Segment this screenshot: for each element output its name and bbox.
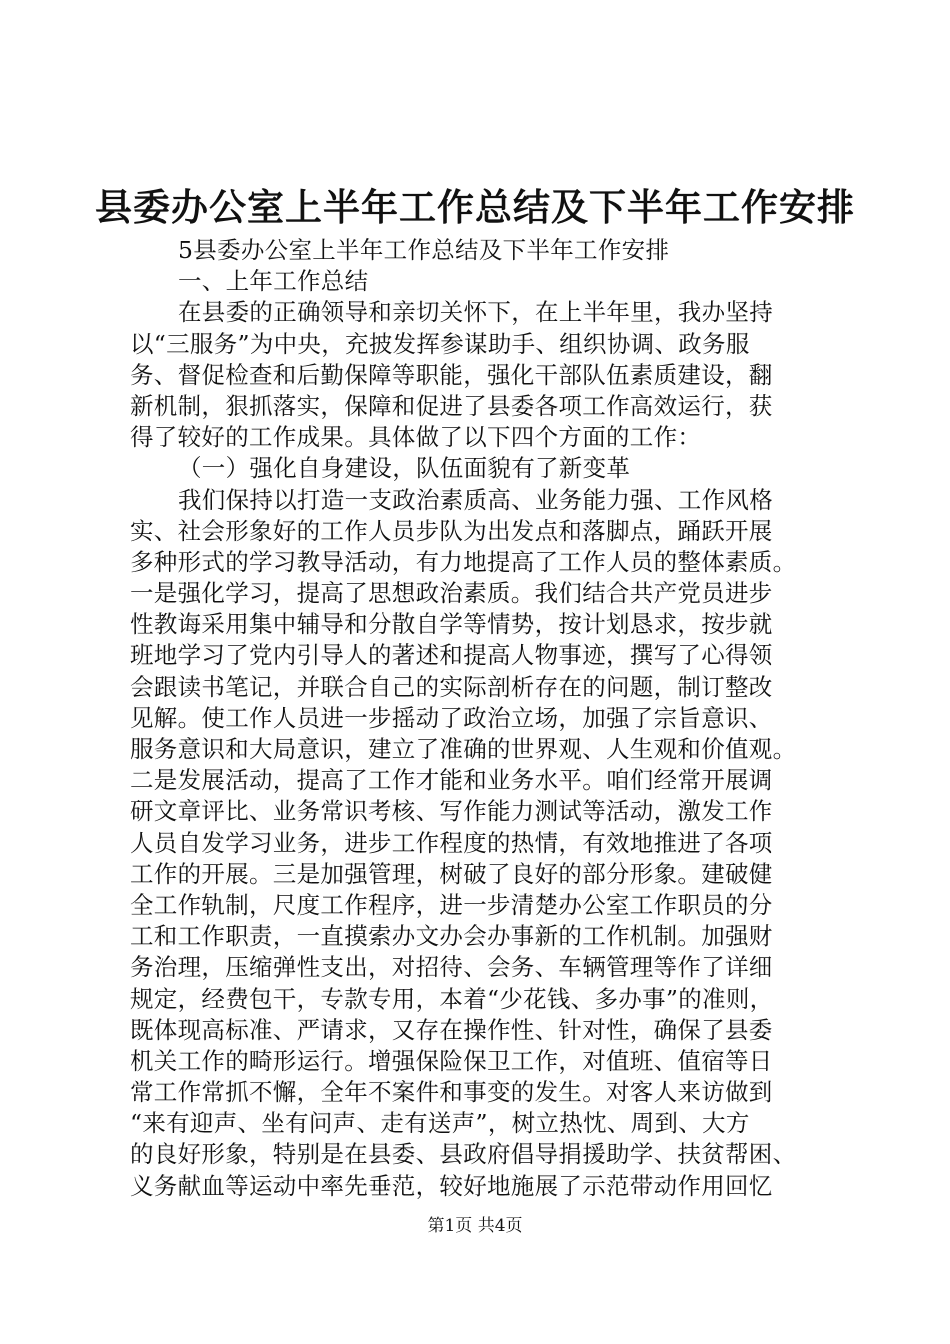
text-line: 服务意识和大局意识，建立了准确的世界观、人生观和价值观。 xyxy=(130,735,797,763)
text-line: 务、督促检查和后勤保障等职能，强化干部队伍素质建设，翻 xyxy=(130,360,773,389)
text-line: 工和工作职责，一直摸索办文办会办事新的工作机制。加强财 xyxy=(130,922,773,951)
text-line: 5县委办公室上半年工作总结及下半年工作安排 xyxy=(178,236,670,264)
text-line: 一、上年工作总结 xyxy=(178,267,369,296)
text-line: （一）强化自身建设，队伍面貌有了新变革 xyxy=(178,454,631,483)
text-line: 我们保持以打造一支政治素质高、业务能力强、工作风格 xyxy=(178,485,773,514)
text-line: 义务献血等运动中率先垂范，较好地施展了示范带动作用回忆 xyxy=(130,1171,773,1200)
text-line: 务治理，压缩弹性支出，对招待、会务、车辆管理等作了详细 xyxy=(130,953,773,982)
text-line: 全工作轨制，尺度工作程序，进一步清楚办公室工作职员的分 xyxy=(130,890,773,919)
text-line: 在县委的正确领导和亲切关怀下，在上半年里，我办坚持 xyxy=(178,298,773,327)
text-line: 会跟读书笔记，并联合自己的实际剖析存在的问题，制订整改 xyxy=(130,672,773,701)
text-line: 的良好形象，特别是在县委、县政府倡导捐援助学、扶贫帮困、 xyxy=(130,1140,797,1169)
text-line: 实、社会形象好的工作人员步队为出发点和落脚点，踊跃开展 xyxy=(130,516,773,545)
text-line: 性教诲采用集中辅导和分散自学等情势，按计划恳求，按步就 xyxy=(130,610,773,639)
text-line: 既体现高标准、严请求，又存在操作性、针对性，确保了县委 xyxy=(130,1015,773,1044)
document-body xyxy=(130,235,830,1202)
text-line: 人员自发学习业务，进步工作程度的热情，有效地推进了各项 xyxy=(130,828,773,857)
text-line: 规定，经费包干，专款专用，本着“少花钱、多办事”的准则， xyxy=(130,984,774,1013)
page-footer: 第1页 共4页 xyxy=(427,1216,523,1236)
text-line: 班地学习了党内引导人的著述和提高人物事迹，撰写了心得领 xyxy=(130,641,773,670)
text-line: 新机制，狠抓落实，保障和促进了县委各项工作高效运行，获 xyxy=(130,391,773,420)
text-line: 多种形式的学习教导活动，有力地提高了工作人员的整体素质。 xyxy=(130,547,797,576)
text-line: 机关工作的畸形运行。增强保险保卫工作，对值班、值宿等日 xyxy=(130,1046,773,1075)
text-line: 二是发展活动，提高了工作才能和业务水平。咱们经常开展调 xyxy=(130,766,773,795)
text-line: 研文章评比、业务常识考核、写作能力测试等活动，激发工作 xyxy=(130,797,773,826)
text-line: 一是强化学习，提高了思想政治素质。我们结合共产党员进步 xyxy=(130,579,773,608)
document-title: 县委办公室上半年工作总结及下半年工作安排 xyxy=(95,185,855,229)
text-line: 以“三服务”为中央，充披发挥参谋助手、组织协调、政务服 xyxy=(130,329,750,358)
text-line: 工作的开展。三是加强管理，树破了良好的部分形象。建破健 xyxy=(130,859,773,888)
text-line: 得了较好的工作成果。具体做了以下四个方面的工作： xyxy=(130,423,702,452)
text-line: 常工作常抓不懈，全年不案件和事变的发生。对客人来访做到 xyxy=(130,1078,773,1107)
text-line: 见解。使工作人员进一步摇动了政治立场，加强了宗旨意识、 xyxy=(130,703,773,732)
text-line: “来有迎声、坐有问声、走有送声”，树立热忱、周到、大方 xyxy=(130,1109,750,1138)
